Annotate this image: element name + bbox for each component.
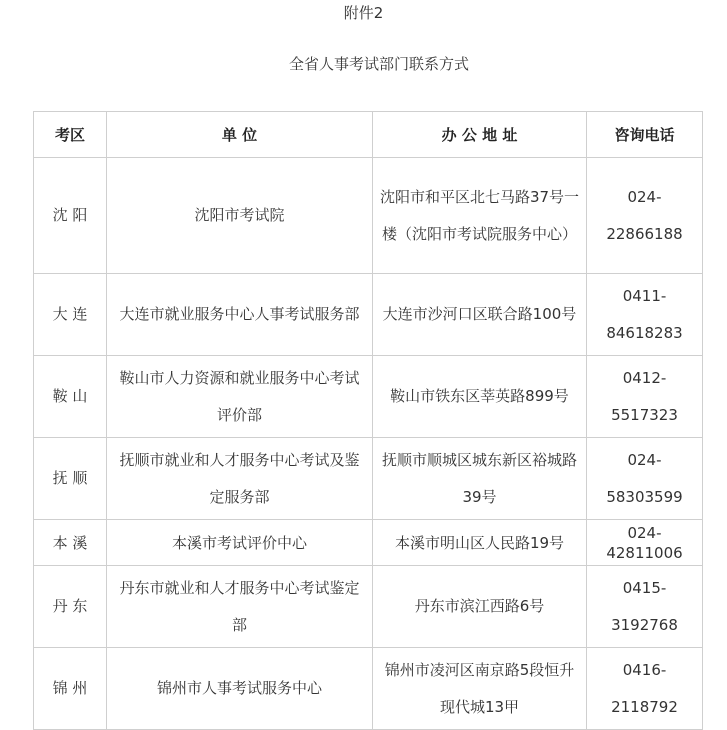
- phone-cell: 0416-2118792: [587, 648, 703, 730]
- region-cell: 丹 东: [34, 566, 107, 648]
- region-cell: 抚 顺: [34, 438, 107, 520]
- unit-cell: 本溪市考试评价中心: [107, 520, 373, 566]
- document-title: 全省人事考试部门联系方式: [288, 55, 469, 73]
- address-cell: 本溪市明山区人民路19号: [373, 520, 587, 566]
- contacts-table: [33, 111, 703, 730]
- region-cell: 沈 阳: [34, 158, 107, 274]
- table-row: [34, 274, 703, 356]
- table-row: [34, 520, 703, 566]
- address-cell: 沈阳市和平区北七马路37号一楼（沈阳市考试院服务中心）: [373, 158, 587, 274]
- header-address: 办 公 地 址: [373, 112, 587, 158]
- phone-cell: 024-22866188: [587, 158, 703, 274]
- unit-cell: 锦州市人事考试服务中心: [107, 648, 373, 730]
- region-cell: 锦 州: [34, 648, 107, 730]
- table-row: [34, 158, 703, 274]
- address-cell: 丹东市滨江西路6号: [373, 566, 587, 648]
- table-row: [34, 566, 703, 648]
- unit-cell: 沈阳市考试院: [107, 158, 373, 274]
- unit-cell: 丹东市就业和人才服务中心考试鉴定部: [107, 566, 373, 648]
- unit-cell: 抚顺市就业和人才服务中心考试及鉴定服务部: [107, 438, 373, 520]
- phone-cell: 0415-3192768: [587, 566, 703, 648]
- table-header-row: [34, 112, 703, 158]
- region-cell: 大 连: [34, 274, 107, 356]
- phone-cell: 024-58303599: [587, 438, 703, 520]
- address-cell: 锦州市凌河区南京路5段恒升现代城13甲: [373, 648, 587, 730]
- phone-cell: 0411-84618283: [587, 274, 703, 356]
- unit-cell: 鞍山市人力资源和就业服务中心考试评价部: [107, 356, 373, 438]
- header-region: 考区: [34, 112, 107, 158]
- table-row: [34, 356, 703, 438]
- address-cell: 鞍山市铁东区莘英路899号: [373, 356, 587, 438]
- unit-cell: 大连市就业服务中心人事考试服务部: [107, 274, 373, 356]
- region-cell: 鞍 山: [34, 356, 107, 438]
- table-row: [34, 648, 703, 730]
- header-phone: 咨询电话: [587, 112, 703, 158]
- attachment-label: 附件2: [343, 4, 384, 22]
- phone-cell: 024-42811006: [587, 520, 703, 566]
- phone-cell: 0412-5517323: [587, 356, 703, 438]
- address-cell: 大连市沙河口区联合路100号: [373, 274, 587, 356]
- header-unit: 单 位: [107, 112, 373, 158]
- region-cell: 本 溪: [34, 520, 107, 566]
- table-row: [34, 438, 703, 520]
- address-cell: 抚顺市顺城区城东新区裕城路39号: [373, 438, 587, 520]
